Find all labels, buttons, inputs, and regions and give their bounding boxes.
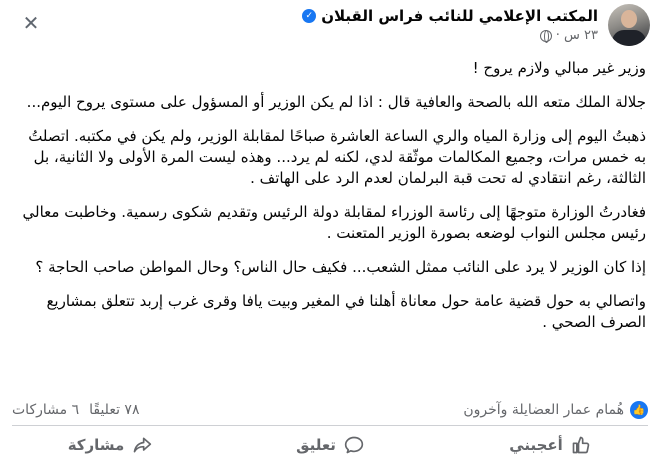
post-paragraph: إذا كان الوزير لا يرد على النائب ممثل الشعب... فكيف حال الناس؟ وحال المواطن صاحب الحاجة ؟ bbox=[35, 258, 646, 276]
like-reaction-icon: 👍 bbox=[630, 401, 648, 419]
post-time[interactable]: ٢٣ س · bbox=[555, 28, 598, 43]
post-paragraph: ذهبتُ اليوم إلى وزارة المياه والري الساعة العاشرة صباحًا لمقابلة الوزير، ولم يكن في مكتبه. اتصلتُ به خمس مرات، وجميع المكالمات موثّقة لدي، لكنه لم يرد... وهذه ليست المرة الأولى ولا الثانية، بل الثالثة، رغم انتقادي له تحت قبة البرلمان لعدم الرد على الهاتف . bbox=[28, 127, 646, 187]
share-button[interactable] bbox=[0, 428, 220, 462]
post-header bbox=[10, 2, 650, 48]
post-paragraph: فغادرتُ الوزارة متوجهًا إلى رئاسة الوزراء لمقابلة دولة الرئيس وتقديم شكوى رسمية. وخاطبت معالي رئيس مجلس النواب لوضعه بصورة الوزير المتعنت . bbox=[22, 203, 646, 242]
post-body bbox=[14, 58, 646, 346]
engagement-counts bbox=[12, 402, 139, 418]
post-meta bbox=[302, 28, 598, 43]
like-label: أعجبني bbox=[509, 436, 563, 454]
comment-button[interactable] bbox=[220, 428, 440, 462]
shares-count[interactable]: ٦ مشاركات bbox=[12, 402, 80, 418]
reactions-summary[interactable] bbox=[463, 401, 648, 419]
comment-label: تعليق bbox=[296, 436, 336, 454]
post-stats bbox=[12, 398, 648, 422]
post-actions bbox=[0, 428, 660, 462]
like-button[interactable] bbox=[440, 428, 660, 462]
comments-count[interactable]: ٧٨ تعليقًا bbox=[89, 402, 140, 418]
post-paragraph: واتصالي به حول قضية عامة حول معاناة أهلنا في المغير وبيت يافا وقرى غرب إربد تتعلق بمشاريع الصرف الصحي . bbox=[46, 292, 646, 331]
close-icon[interactable]: ✕ bbox=[22, 11, 40, 35]
divider bbox=[12, 425, 648, 426]
avatar[interactable] bbox=[608, 4, 650, 46]
comment-bubble-icon bbox=[344, 435, 364, 455]
share-arrow-icon bbox=[132, 435, 152, 455]
thumbs-up-icon bbox=[571, 435, 591, 455]
reactors-text: هُمام عمار العضايلة وآخرون bbox=[463, 402, 624, 418]
name-row bbox=[302, 7, 598, 25]
post-author-block bbox=[302, 7, 598, 43]
post-paragraph: جلالة الملك متعه الله بالصحة والعافية قال : اذا لم يكن الوزير أو المسؤول على مستوى يروح اليوم... bbox=[26, 93, 646, 111]
verified-badge-icon: ✓ bbox=[302, 9, 316, 23]
globe-icon bbox=[540, 30, 552, 42]
page-name[interactable]: المكتب الإعلامي للنائب فراس القبلان bbox=[321, 7, 598, 25]
post-paragraph: وزير غير مبالي ولازم يروح ! bbox=[472, 59, 646, 77]
share-label: مشاركة bbox=[67, 436, 125, 454]
